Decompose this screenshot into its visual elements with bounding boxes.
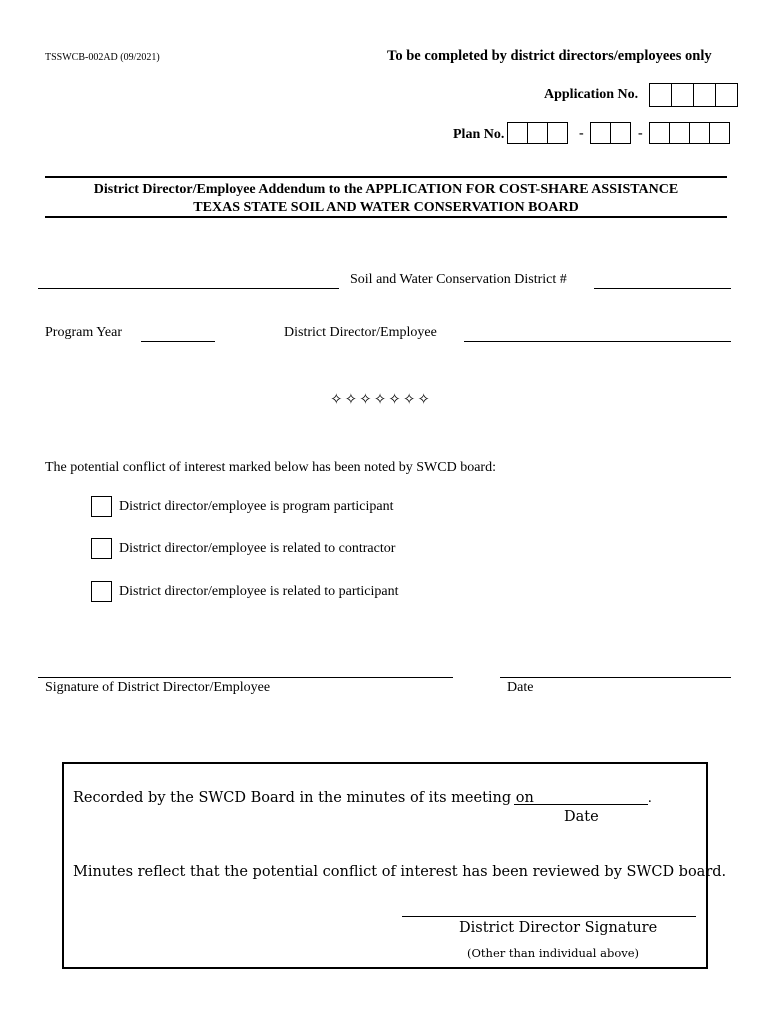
- program-year-label: Program Year: [45, 325, 122, 340]
- form-code: TSSWCB-002AD (09/2021): [45, 52, 160, 63]
- meeting-date-field[interactable]: [514, 804, 648, 805]
- form-title-line-2: TEXAS STATE SOIL AND WATER CONSERVATION BOARD: [193, 200, 579, 215]
- signature-field[interactable]: [38, 677, 453, 678]
- district-number-field[interactable]: [594, 288, 731, 289]
- plan-number-label: Plan No.: [453, 127, 505, 142]
- plan-number-group-2[interactable]: [591, 122, 631, 144]
- conflict-option-participant[interactable]: [91, 496, 393, 517]
- minutes-text: Minutes reflect that the potential conflict of interest has been reviewed by SWCD board.: [73, 864, 727, 880]
- application-number-boxes[interactable]: [650, 83, 738, 107]
- conflict-intro: The potential conflict of interest marked below has been noted by SWCD board:: [45, 460, 496, 475]
- district-number-label: Soil and Water Conservation District #: [350, 272, 567, 287]
- plan-number-digit[interactable]: [669, 122, 690, 144]
- plan-number-separator: -: [579, 126, 584, 141]
- plan-number-digit[interactable]: [507, 122, 528, 144]
- date-field[interactable]: [500, 677, 731, 678]
- director-employee-field[interactable]: [464, 341, 731, 342]
- checkbox[interactable]: [91, 538, 112, 559]
- plan-number-group-3[interactable]: [650, 122, 730, 144]
- form-title: [45, 176, 727, 218]
- district-director-signature-label: District Director Signature: [459, 920, 658, 936]
- conflict-option-label: District director/employee is related to participant: [119, 583, 399, 599]
- director-employee-label: District Director/Employee: [284, 325, 437, 340]
- conflict-option-label: District director/employee is program participant: [119, 498, 394, 514]
- plan-number-separator: -: [638, 126, 643, 141]
- plan-number-digit[interactable]: [689, 122, 710, 144]
- application-number-digit[interactable]: [693, 83, 716, 107]
- district-name-field[interactable]: [38, 288, 339, 289]
- application-number-digit[interactable]: [715, 83, 738, 107]
- application-number-label: Application No.: [544, 87, 639, 102]
- recorded-period: .: [648, 790, 652, 806]
- recorded-text: Recorded by the SWCD Board in the minutes of its meeting on: [73, 790, 534, 806]
- meeting-date-label: Date: [564, 809, 599, 825]
- conflict-option-label: District director/employee is related to contractor: [119, 540, 396, 556]
- plan-number-digit[interactable]: [547, 122, 568, 144]
- plan-number-digit[interactable]: [649, 122, 670, 144]
- application-number-digit[interactable]: [671, 83, 694, 107]
- ornament-divider: ✧✧✧✧✧✧✧: [330, 392, 432, 408]
- plan-number-digit[interactable]: [527, 122, 548, 144]
- application-number-digit[interactable]: [649, 83, 672, 107]
- signature-label: Signature of District Director/Employee: [45, 680, 271, 695]
- checkbox[interactable]: [91, 496, 112, 517]
- plan-number-group-1[interactable]: [508, 122, 568, 144]
- district-director-signature-field[interactable]: [402, 916, 696, 917]
- header-note: To be completed by district directors/employees only: [387, 48, 712, 64]
- date-label: Date: [507, 680, 534, 695]
- plan-number-digit[interactable]: [709, 122, 730, 144]
- form-title-line-1: District Director/Employee Addendum to the APPLICATION FOR COST-SHARE ASSISTANCE: [93, 182, 679, 197]
- plan-number-digit[interactable]: [610, 122, 631, 144]
- conflict-option-contractor[interactable]: [91, 538, 395, 559]
- district-director-signature-note: (Other than individual above): [467, 946, 640, 960]
- plan-number-digit[interactable]: [590, 122, 611, 144]
- conflict-option-related-participant[interactable]: [91, 581, 399, 602]
- program-year-field[interactable]: [141, 341, 215, 342]
- checkbox[interactable]: [91, 581, 112, 602]
